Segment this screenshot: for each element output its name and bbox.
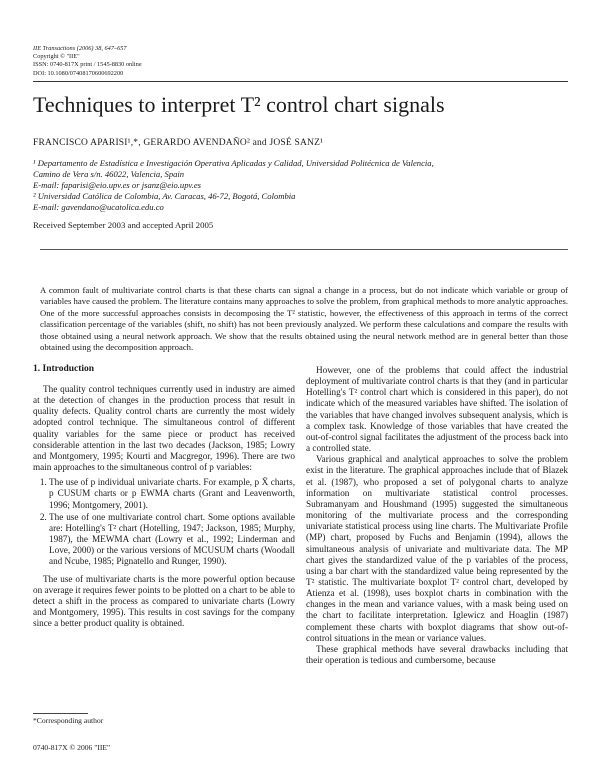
footer-issn: 0740-817X © 2006 "IIE"	[33, 743, 111, 752]
affiliations	[33, 158, 434, 213]
abstract-rule	[40, 249, 568, 250]
footnote-rule	[33, 713, 88, 714]
email-line: E-mail: gavendano@ucatolica.edu.co	[33, 202, 164, 213]
header-rule	[33, 81, 568, 82]
issn: ISSN: 0740-817X print / 1545-8830 online	[33, 61, 142, 69]
left-column	[33, 363, 295, 629]
list-item: 2. The use of one multivariate control chart. Some options available are: Hotelling's T² chart (Hotelling, 1947; Jackson, 1985; Murphy, 1987), the MEWMA chart (Lowry et al., 1992; Linderman and Love, 2000) or the various versions of MCUSUM charts (Woodall and Ncube, 1985; Pignatello and Runger, 1990).	[49, 512, 295, 568]
received-date: Received September 2003 and accepted April 2005	[33, 220, 214, 230]
footnote: *Corresponding author	[33, 716, 104, 725]
paragraph: Various graphical and analytical approaches to solve the problem exist in the literature. The graphical approaches include that of Blazek et al. (1987), who proposed a set of polygonal charts to analyze information on multivariate statistical control processes. Subramanyam and Houshmand (1995) suggested the simultaneous monitoring of the multivariate process and the corresponding univariate statistical process using line charts. The Multivariate Profile (MP) chart, proposed by Fuchs and Benjamin (1994), allows the simultaneous analysis of univariate and multivariate data. The MP chart gives the standardized value of the p variables of the process, using a bar chart with the standardized value being represented by the T² statistic. The multivariate boxplot T² control chart, developed by Atienza et al. (1998), uses boxplot charts in combination with the changes in the mean and variance values, with a mask being used on the chart to facilitate interpretation. Iglewicz and Hoaglin (1987) complement these charts with boxplot diagrams that show out-of-control situations in the mean or variance values.	[306, 454, 568, 643]
journal-metadata	[33, 45, 142, 78]
paragraph: The quality control techniques currently used in industry are aimed at the detection of changes in the production process that result in quality defects. Quality control charts are currently the most widely adopted control technique. The simultaneous control of different quality variables for the same piece or product has received considerable attention in the last two decades (Jackson, 1985; Lowry and Montgomery, 1995; Kourti and Macgregor, 1996). There are two main approaches to the simultaneous control of p variables:	[33, 384, 295, 473]
doi-link[interactable]: DOI: 10.1080/07408170600692200	[33, 69, 124, 77]
paragraph: These graphical methods have several drawbacks including that their operation is tedious and cumbersome, because	[306, 643, 568, 666]
journal-citation: IIE Transactions (2006) 38, 647–657	[33, 45, 127, 52]
right-column	[306, 365, 568, 666]
copyright: Copyright © "IIE"	[33, 53, 80, 61]
section-heading: 1. Introduction	[33, 364, 95, 374]
paper-title: Techniques to interpret T² control chart signals	[33, 92, 445, 117]
authors: FRANCISCO APARISI¹,*, GERARDO AVENDAÑO² and JOSÉ SANZ¹	[33, 138, 324, 148]
email-line: E-mail: faparisi@eio.upv.es or jsanz@eio.upv.es	[33, 180, 202, 191]
affiliation-line: ¹ Departamento de Estadística e Investigación Operativa Aplicadas y Calidad, Universidad Politécnica de Valencia,	[33, 158, 434, 168]
list-item: 1. The use of p individual univariate charts. For example, p X̄ charts, p CUSUM charts or p EWMA charts (Grant and Leavenworth, 1996; Montgomery, 2001).	[49, 477, 295, 510]
paragraph: However, one of the problems that could affect the industrial deployment of multivariate control charts is that they (and in particular Hotelling's T² control chart which is considered in this paper), do not indicate which of the measured variables have shifted. The isolation of the variables that have changed involves subsequent analysis, which is a complex task. Knowledge of those variables that have created the out-of-control signal facilitates the adjustment of the process back into a controlled state.	[306, 365, 568, 454]
abstract: A common fault of multivariate control charts is that these charts can signal a change in a process, but do not indicate which variable or group of variables have caused the problem. The literature contains many approaches to solve the problem, from graphical methods to more analytic approaches. One of the more successful approaches consists in decomposing the T² statistic, however, the effectiveness of this approach in terms of the correct classification percentage of the variables (shift, no shift) has not been previously analyzed. We perform these calculations and compare the results with those obtained using a neural network approach. We show that the results obtained using the neural network method are in general better than those obtained using the decomposition approach.	[40, 285, 568, 353]
approach-list	[33, 477, 295, 567]
affiliation-line: Camino de Vera s/n. 46022, Valencia, Spain	[33, 169, 185, 180]
affiliation-line: ² Universidad Católica de Colombia, Av. Caracas, 46-72, Bogotá, Colombia	[33, 191, 296, 202]
paragraph: The use of multivariate charts is the more powerful option because on average it requires fewer points to be plotted on a chart to be able to detect a shift in the process as compared to univariate charts (Lowry and Montgomery, 1995). This results in cost savings for the company since a better product quality is obtained.	[33, 573, 295, 629]
